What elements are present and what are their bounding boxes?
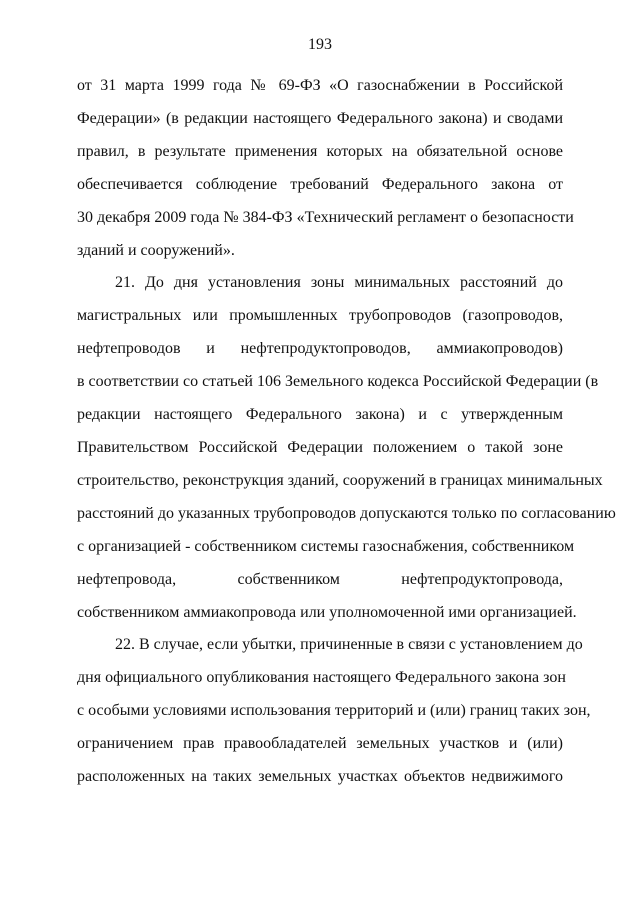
text-line: нефтепроводов и нефтепродуктопроводов, аммиакопроводов) xyxy=(77,340,563,358)
text-line: от 31 марта 1999 года № 69-ФЗ «О газоснабжении в Российской xyxy=(77,77,563,94)
page-number: 193 xyxy=(308,36,332,53)
text-line: магистральных или промышленных трубопроводов (газопроводов, xyxy=(77,307,563,325)
text-line: 30 декабря 2009 года № 384-ФЗ «Технический регламент о безопасности xyxy=(77,208,574,226)
text-line: 21. До дня установления зоны минимальных расстояний до xyxy=(115,274,563,292)
text-line: расстояний до указанных трубопроводов допускаются только по согласованию xyxy=(77,504,616,522)
paragraph-continuation xyxy=(77,70,574,267)
text-line: расположенных на таких земельных участках объектов недвижимого xyxy=(77,768,563,786)
text-line: с особыми условиями использования территорий и (или) границ таких зон, xyxy=(77,702,591,720)
text-line: собственником аммиакопровода или уполномоченной ими организацией. xyxy=(77,603,577,621)
text-line: правил, в результате применения которых на обязательной основе xyxy=(77,142,563,160)
text-line: обеспечивается соблюдение требований Федерального закона от xyxy=(77,175,563,193)
body-text xyxy=(77,70,616,794)
text-line: с организацией - собственником системы газоснабжения, собственником xyxy=(77,537,575,555)
text-line: строительство, реконструкция зданий, сооружений в границах минимальных xyxy=(77,471,603,489)
text-line: ограничением прав правообладателей земельных участков и (или) xyxy=(77,735,563,753)
text-line: Правительством Российской Федерации положением о такой зоне xyxy=(77,438,563,456)
text-line: дня официального опубликования настоящего Федерального закона зон xyxy=(77,669,566,687)
text-line: зданий и сооружений». xyxy=(77,241,235,259)
paragraph-21 xyxy=(77,267,616,629)
text-line: Федерации» (в редакции настоящего Федерального закона) и сводами xyxy=(77,109,563,127)
paragraph-22 xyxy=(77,629,591,794)
text-line: 22. В случае, если убытки, причиненные в связи с установлением до xyxy=(115,636,583,654)
text-line: нефтепровода, собственником нефтепродуктопровода, xyxy=(77,570,563,588)
text-line: редакции настоящего Федерального закона) и с утвержденным xyxy=(77,406,563,424)
text-line: в соответствии со статьей 106 Земельного кодекса Российской Федерации (в xyxy=(77,373,599,391)
